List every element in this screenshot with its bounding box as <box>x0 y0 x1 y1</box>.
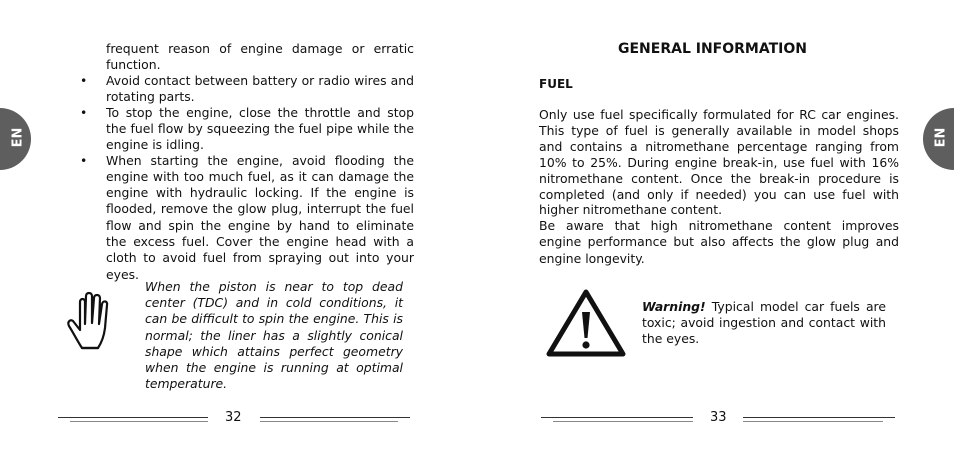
section-heading: FUEL <box>539 77 573 91</box>
language-tab-label: EN <box>10 127 26 148</box>
list-item <box>80 73 414 105</box>
warning-text-block <box>642 299 886 347</box>
footer-rule-right-thin <box>260 421 398 422</box>
warning-triangle-icon <box>545 288 627 358</box>
footer-rule-left <box>58 417 208 418</box>
page-number: 33 <box>710 410 727 425</box>
bullet-marker: • <box>80 104 88 120</box>
intro-continuation: frequent reason of engine damage or erratic function. <box>106 41 414 72</box>
footer-rule-right <box>260 417 410 418</box>
note-text: When the piston is near to top dead center (TDC) and in cold conditions, it can be difficult to spin the engine. This is normal; the liner has a slightly conical shape which attains perfect geometry when the engine is running at optimal temperature. <box>145 279 403 392</box>
footer-rule-left-thin <box>553 421 693 422</box>
footer-rule-right-thin <box>743 421 883 422</box>
bullet-marker: • <box>80 73 88 88</box>
footer-rule-left <box>541 417 693 418</box>
bullet-text: Avoid contact between battery or radio wires and rotating parts. <box>106 73 414 104</box>
footer-rule-left-thin <box>70 421 208 422</box>
fuel-paragraph-2: Be aware that high nitromethane content improves engine performance but also affects the glow plug and engine longevity. <box>539 218 899 266</box>
safety-bullet-list <box>80 73 414 283</box>
warning-text: Typical model car fuels are toxic; avoid ingestion and contact with the eyes. <box>642 299 886 346</box>
hand-stop-icon <box>64 290 124 352</box>
page-title: GENERAL INFORMATION <box>618 41 807 57</box>
footer-rule-right <box>743 417 895 418</box>
list-item <box>80 104 414 153</box>
page-number: 32 <box>225 410 242 425</box>
bullet-text: To stop the engine, close the throttle and stop the fuel flow by squeezing the fuel pipe while the engine is idling. <box>106 104 414 152</box>
fuel-paragraph-1: Only use fuel specifically formulated for RC car engines. This type of fuel is generally available in model shops and contains a nitromethane percentage ranging from 10% to 25%. During engine break-in, use fuel with 16% nitromethane content. Once the break-in procedure is completed (and only if needed) you can use fuel with higher nitromethane content. <box>539 107 899 218</box>
list-item <box>80 152 414 283</box>
bullet-text: When starting the engine, avoid flooding the engine with too much fuel, as it can damage the engine with hydraulic locking. If the engine is flooded, remove the glow plug, interrupt the fuel flow and spin the engine by hand to eliminate the excess fuel. Cover the engine head with a cloth to avoid fuel from spraying out into your eyes. <box>106 152 414 282</box>
bullet-marker: • <box>80 152 88 168</box>
language-tab-label: EN <box>933 127 949 148</box>
warning-label: Warning! <box>642 299 706 314</box>
language-tab-right <box>923 108 954 170</box>
right-page <box>477 0 954 457</box>
